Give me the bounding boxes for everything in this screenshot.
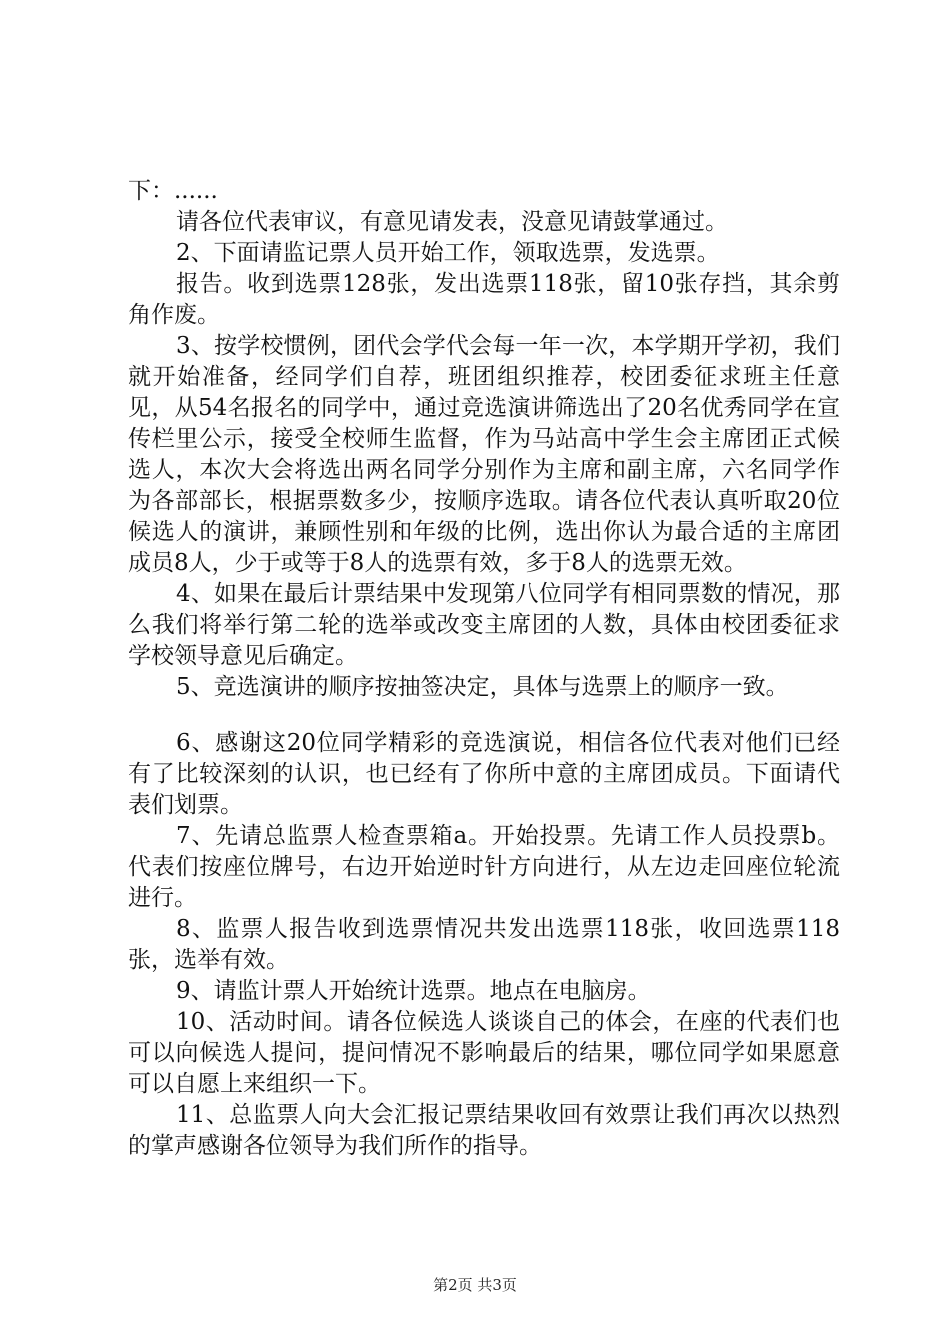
- paragraph-item-2: 2、下面请监记票人员开始工作，领取选票，发选票。: [176, 240, 720, 266]
- paragraph-item-4: 4、如果在最后计票结果中发现第八位同学有相同票数的情况，那么我们将举行第二轮的选举或改变主席团的人数，具体由校团委征求学校领导意见后确定。: [128, 581, 840, 669]
- paragraph-continuation: 下：......: [128, 178, 218, 204]
- paragraph-item-7: 7、先请总监票人检查票箱a。开始投票。先请工作人员投票b。代表们按座位牌号，右边开始逆时针方向进行，从左边走回座位轮流进行。: [128, 823, 840, 911]
- paragraph-item-5: 5、竞选演讲的顺序按抽签决定，具体与选票上的顺序一致。: [176, 674, 789, 700]
- paragraph-item-8: 8、监票人报告收到选票情况共发出选票118张，收回选票118张，选举有效。: [128, 916, 840, 973]
- paragraph-review: 请各位代表审议，有意见请发表，没意见请鼓掌通过。: [176, 209, 728, 235]
- paragraph-item-6: 6、感谢这20位同学精彩的竞选演说，相信各位代表对他们已经有了比较深刻的认识，也已经有了你所中意的主席团成员。下面请代表们划票。: [128, 730, 840, 818]
- page-number-footer: 第2页 共3页: [433, 1276, 517, 1294]
- paragraph-item-3: 3、按学校惯例，团代会学代会每一年一次，本学期开学初，我们就开始准备，经同学们自荐，班团组织推荐，校团委征求班主任意见，从54名报名的同学中，通过竞选演讲筛选出了20名优秀同学在宣传栏里公示，接受全校师生监督，作为马站高中学生会主席团正式候选人，本次大会将选出两名同学分别作为主席和副主席，六名同学作为各部部长，根据票数多少，按顺序选取。请各位代表认真听取20位候选人的演讲，兼顾性别和年级的比例，选出你认为最合适的主席团成员8人，少于或等于8人的选票有效，多于8人的选票无效。: [128, 333, 840, 576]
- document-body: [128, 176, 840, 1162]
- paragraph-item-9: 9、请监计票人开始统计选票。地点在电脑房。: [176, 978, 651, 1004]
- paragraph-item-11: 11、总监票人向大会汇报记票结果收回有效票让我们再次以热烈的掌声感谢各位领导为我们所作的指导。: [128, 1102, 840, 1159]
- paragraph-report: 报告。收到选票128张，发出选票118张，留10张存挡，其余剪角作废。: [128, 271, 840, 328]
- paragraph-item-10: 10、活动时间。请各位候选人谈谈自己的体会，在座的代表们也可以向候选人提问，提问情况不影响最后的结果，哪位同学如果愿意可以自愿上来组织一下。: [128, 1009, 840, 1097]
